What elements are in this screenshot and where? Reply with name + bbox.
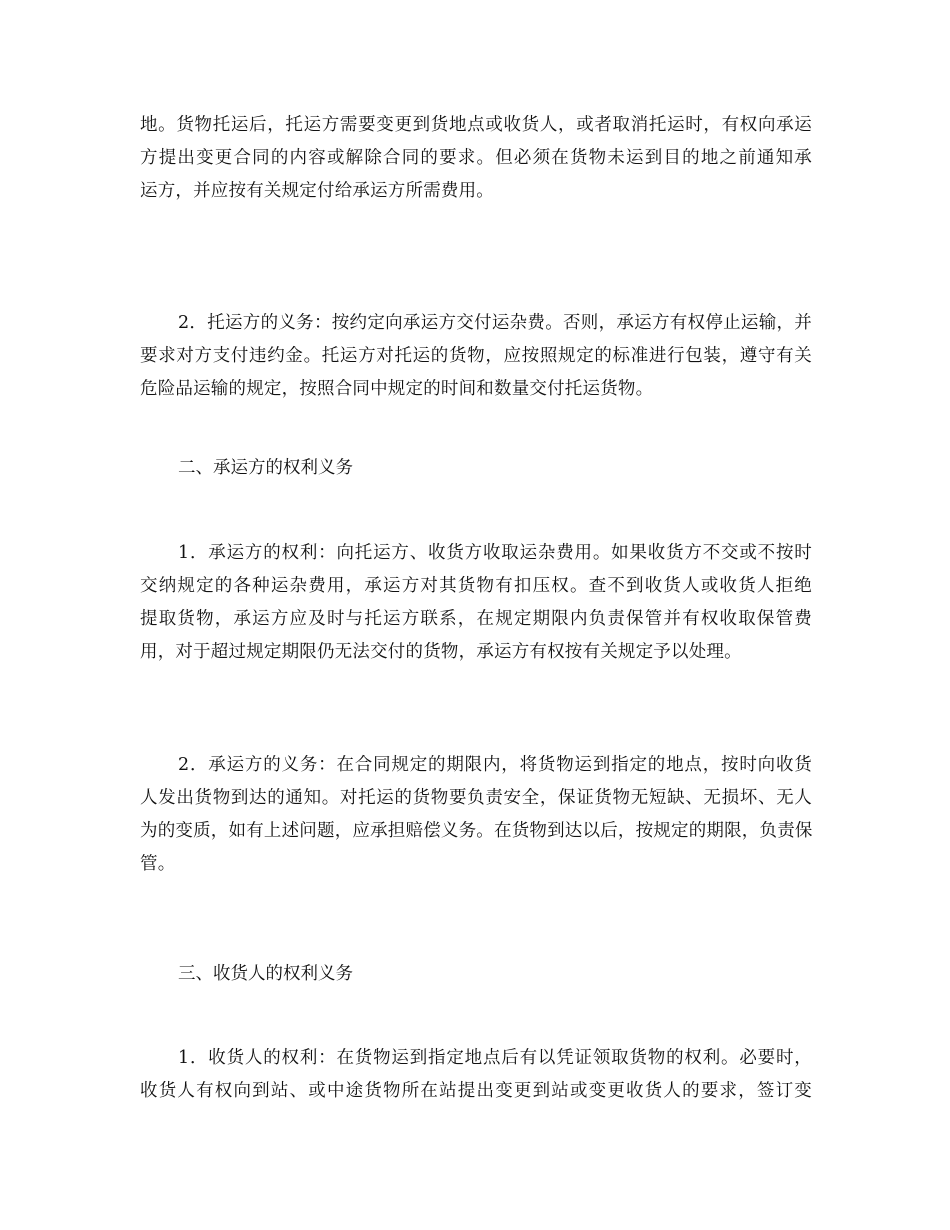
paragraph-consignor-rights-continued xyxy=(140,109,812,208)
text-line: 2．托运方的义务：按约定向承运方交付运杂费。否则，承运方有权停止运输，并 xyxy=(178,313,812,333)
section-heading-carrier: 二、承运方的权利义务 xyxy=(178,458,353,478)
text-line: 方提出变更合同的内容或解除合同的要求。但必须在货物未运到目的地之前通知承 xyxy=(140,148,812,168)
text-line: 要求对方支付违约金。托运方对托运的货物，应按照规定的标准进行包装，遵守有关 xyxy=(140,346,812,366)
section-heading-consignee: 三、收货人的权利义务 xyxy=(178,964,353,984)
paragraph-consignor-obligations xyxy=(140,307,812,406)
text-line: 用，对于超过规定期限仍无法交付的货物，承运方有权按有关规定予以处理。 xyxy=(140,642,742,662)
text-line: 人发出货物到达的通知。对托运的货物要负责安全，保证货物无短缺、无损坏、无人 xyxy=(140,788,812,808)
text-line: 为的变质，如有上述问题，应承担赔偿义务。在货物到达以后，按规定的期限，负责保 xyxy=(140,821,813,841)
paragraph-carrier-rights xyxy=(140,537,812,669)
text-line: 2．承运方的义务：在合同规定的期限内，将货物运到指定的地点，按时向收货 xyxy=(178,755,812,775)
text-line: 管。 xyxy=(140,854,176,874)
text-line: 1．收货人的权利：在货物运到指定地点后有以凭证领取货物的权利。必要时， xyxy=(178,1048,812,1068)
text-line: 交纳规定的各种运杂费用，承运方对其货物有扣压权。查不到收货人或收货人拒绝 xyxy=(140,576,812,596)
text-line: 1．承运方的权利：向托运方、收货方收取运杂费用。如果收货方不交或不按时 xyxy=(178,543,812,563)
paragraph-consignee-rights xyxy=(140,1042,812,1108)
text-line: 提取货物，承运方应及时与托运方联系，在规定期限内负责保管并有权收取保管费 xyxy=(140,609,812,629)
text-line: 收货人有权向到站、或中途货物所在站提出变更到站或变更收货人的要求，签订变 xyxy=(140,1081,812,1101)
text-line: 运方，并应按有关规定付给承运方所需费用。 xyxy=(140,181,494,201)
text-line: 危险品运输的规定，按照合同中规定的时间和数量交付托运货物。 xyxy=(140,379,654,399)
paragraph-carrier-obligations xyxy=(140,749,812,881)
text-line: 地。货物托运后，托运方需要变更到货地点或收货人，或者取消托运时，有权向承运 xyxy=(140,115,812,135)
